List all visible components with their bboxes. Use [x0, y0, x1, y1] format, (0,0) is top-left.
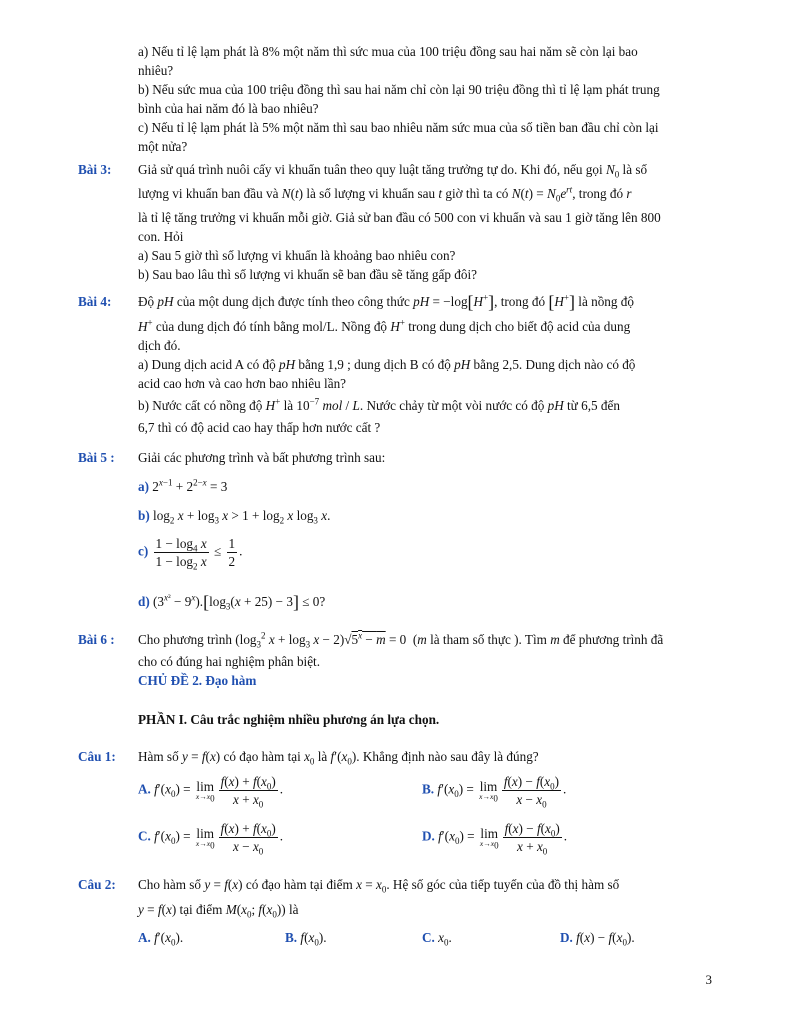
cau1-label: Câu 1:	[78, 749, 116, 764]
bai6-body	[138, 630, 713, 690]
phan-heading: PHẦN I. Câu trắc nghiệm nhiều phương án lựa chọn.	[138, 712, 440, 727]
cau2-option-c: C. $x_0$.	[422, 930, 452, 948]
cau1-option-a: A. $f'(x_0) = \lim$ $x\to x_0$ $\frac{f(x) + f(x_0)}{x + x_0}$ .	[138, 774, 284, 810]
bai4-a-line2: acid cao hơn và cao hơn bao nhiêu lần?	[138, 376, 347, 391]
bai4-line3: dịch đó.	[138, 338, 181, 353]
cau1-option-b: B. $f'(x_0) = \lim$ $x\to x_0$ $\frac{f(x) - f(x_0)}{x - x_0}$ .	[422, 774, 567, 810]
cau2-option-d: D. $f(x) - f(x_0)$.	[560, 930, 635, 948]
prev-a-line2: nhiêu?	[138, 63, 174, 78]
cau2-line1: Cho hàm số y = f(x) có đạo hàm tại điểm $x = x_0$. Hệ số góc của tiếp tuyến của đồ thị hàm số	[138, 877, 620, 895]
cau2-line2: y = f(x) tại điểm $M(x_0$; $f(x_0)$) là	[138, 902, 299, 920]
bai4-line2: H+ của dung dịch đó tính bằng mol/L. Nồng độ H+ trong dung dịch cho biết độ acid của dung	[138, 317, 631, 334]
bai4-label: Bài 4:	[78, 294, 112, 309]
bai4-line1: Độ pH của một dung dịch được tính theo công thức pH = −log[H+], trong đó [H+] là nồng độ	[138, 292, 634, 312]
bai6-label: Bài 6 :	[78, 632, 115, 647]
bai5-intro: Giải các phương trình và bất phương trình sau:	[138, 450, 386, 465]
bai4-a-line1: a) Dung dịch acid A có độ pH bằng 1,9 ; dung dịch B có độ pH bằng 2,5. Dung dịch nào có độ	[138, 357, 636, 372]
bai3-a: a) Sau 5 giờ thì số lượng vi khuẩn là khoảng bao nhiêu con?	[138, 248, 456, 263]
cau2-option-a: A. $f'(x_0)$.	[138, 930, 184, 948]
bai5-d: d) $(3^{x^2} - 9^x).[\log_3(x + 25) - 3] \le 0$?	[138, 592, 326, 612]
bai3-label: Bài 3:	[78, 162, 112, 177]
cau1-option-c: C. $f'(x_0) = \lim$ $x\to x_0$ $\frac{f(x) + f(x_0)}{x - x_0}$ .	[138, 821, 284, 857]
page-number: 3	[705, 972, 712, 987]
bai6-line2: cho có đúng hai nghiệm phân biệt.	[138, 654, 321, 669]
prev-c-line1: c) Nếu tỉ lệ lạm phát là 5% một năm thì sau bao nhiêu năm sức mua của số tiền ban đầu chỉ còn lại	[138, 120, 659, 135]
bai5-b: b) $\log_2 x + \log_3 x > 1 + \log_2 x$ $\log_3 x$.	[138, 508, 331, 526]
bai3-body	[138, 160, 713, 284]
bai3-line4: con. Hỏi	[138, 229, 184, 244]
bai3-line3: là tỉ lệ tăng trưởng vi khuẩn mỗi giờ. Giả sử ban đầu có 500 con vi khuẩn và sau 1 giờ tăng lên 800	[138, 210, 661, 225]
cau2-label: Câu 2:	[78, 877, 116, 892]
prev-c-line2: một nửa?	[138, 139, 188, 154]
prev-problem	[138, 42, 713, 156]
cau1-question: Hàm số y = f(x) có đạo hàm tại $x_0$ là $f'(x_0)$. Khẳng định nào sau đây là đúng?	[138, 749, 539, 767]
chu-de-heading: CHỦ ĐỀ 2. Đạo hàm	[138, 673, 257, 688]
prev-b-line1: b) Nếu sức mua của 100 triệu đồng thì sau hai năm chỉ còn lại 90 triệu đồng thì tỉ lệ lạm phát trung	[138, 82, 660, 97]
bai5-a: a) $2^{x-1} + 2^{2-x} = 3$	[138, 477, 228, 494]
bai3-line1: Giả sử quá trình nuôi cấy vi khuẩn tuân theo quy luật tăng trưởng tự do. Khi đó, nếu gọi $N_0$ là số	[138, 162, 648, 180]
bai5-c: c) $\frac{1 - \log_4 x}{1 - \log_2 x}$ ≤ $\frac{1}{2}$ .	[138, 536, 243, 572]
cau1-option-d: D. $f'(x_0) = \lim$ $x\to x_0$ $\frac{f(x) - f(x_0)}{x + x_0}$ .	[422, 821, 568, 857]
bai4-b-line1: b) Nước cất có nồng độ H+ là $10^{-7}$ mol / L. Nước chảy từ một vòi nước có độ pH từ 6,5 đến	[138, 396, 620, 413]
bai5-label: Bài 5 :	[78, 450, 115, 465]
bai6-line1: Cho phương trình ($\log_3^2$ $x + \log_3 x - 2)√5^x - m = 0$ (m là tham số thực ). Tìm m để phương trình đã	[138, 630, 664, 650]
bai4-b-line2: 6,7 thì có độ acid cao hay thấp hơn nước cất ?	[138, 420, 381, 435]
prev-b-line2: bình của hai năm đó là bao nhiêu?	[138, 101, 319, 116]
bai3-b: b) Sau bao lâu thì số lượng vi khuẩn sẽ ban đầu sẽ tăng gấp đôi?	[138, 267, 477, 282]
cau2-question	[138, 875, 713, 919]
bai3-line2: lượng vi khuẩn ban đầu và N(t) là số lượng vi khuẩn sau t giờ thì ta có $N(t) = N_0e^{rt}$, trong đó r	[138, 184, 632, 204]
prev-a-line1: a) Nếu tỉ lệ lạm phát là 8% một năm thì sức mua của 100 triệu đồng sau hai năm sẽ còn lại bao	[138, 44, 638, 59]
cau2-option-b: B. $f(x_0)$.	[285, 930, 327, 948]
bai4-body	[138, 292, 713, 437]
